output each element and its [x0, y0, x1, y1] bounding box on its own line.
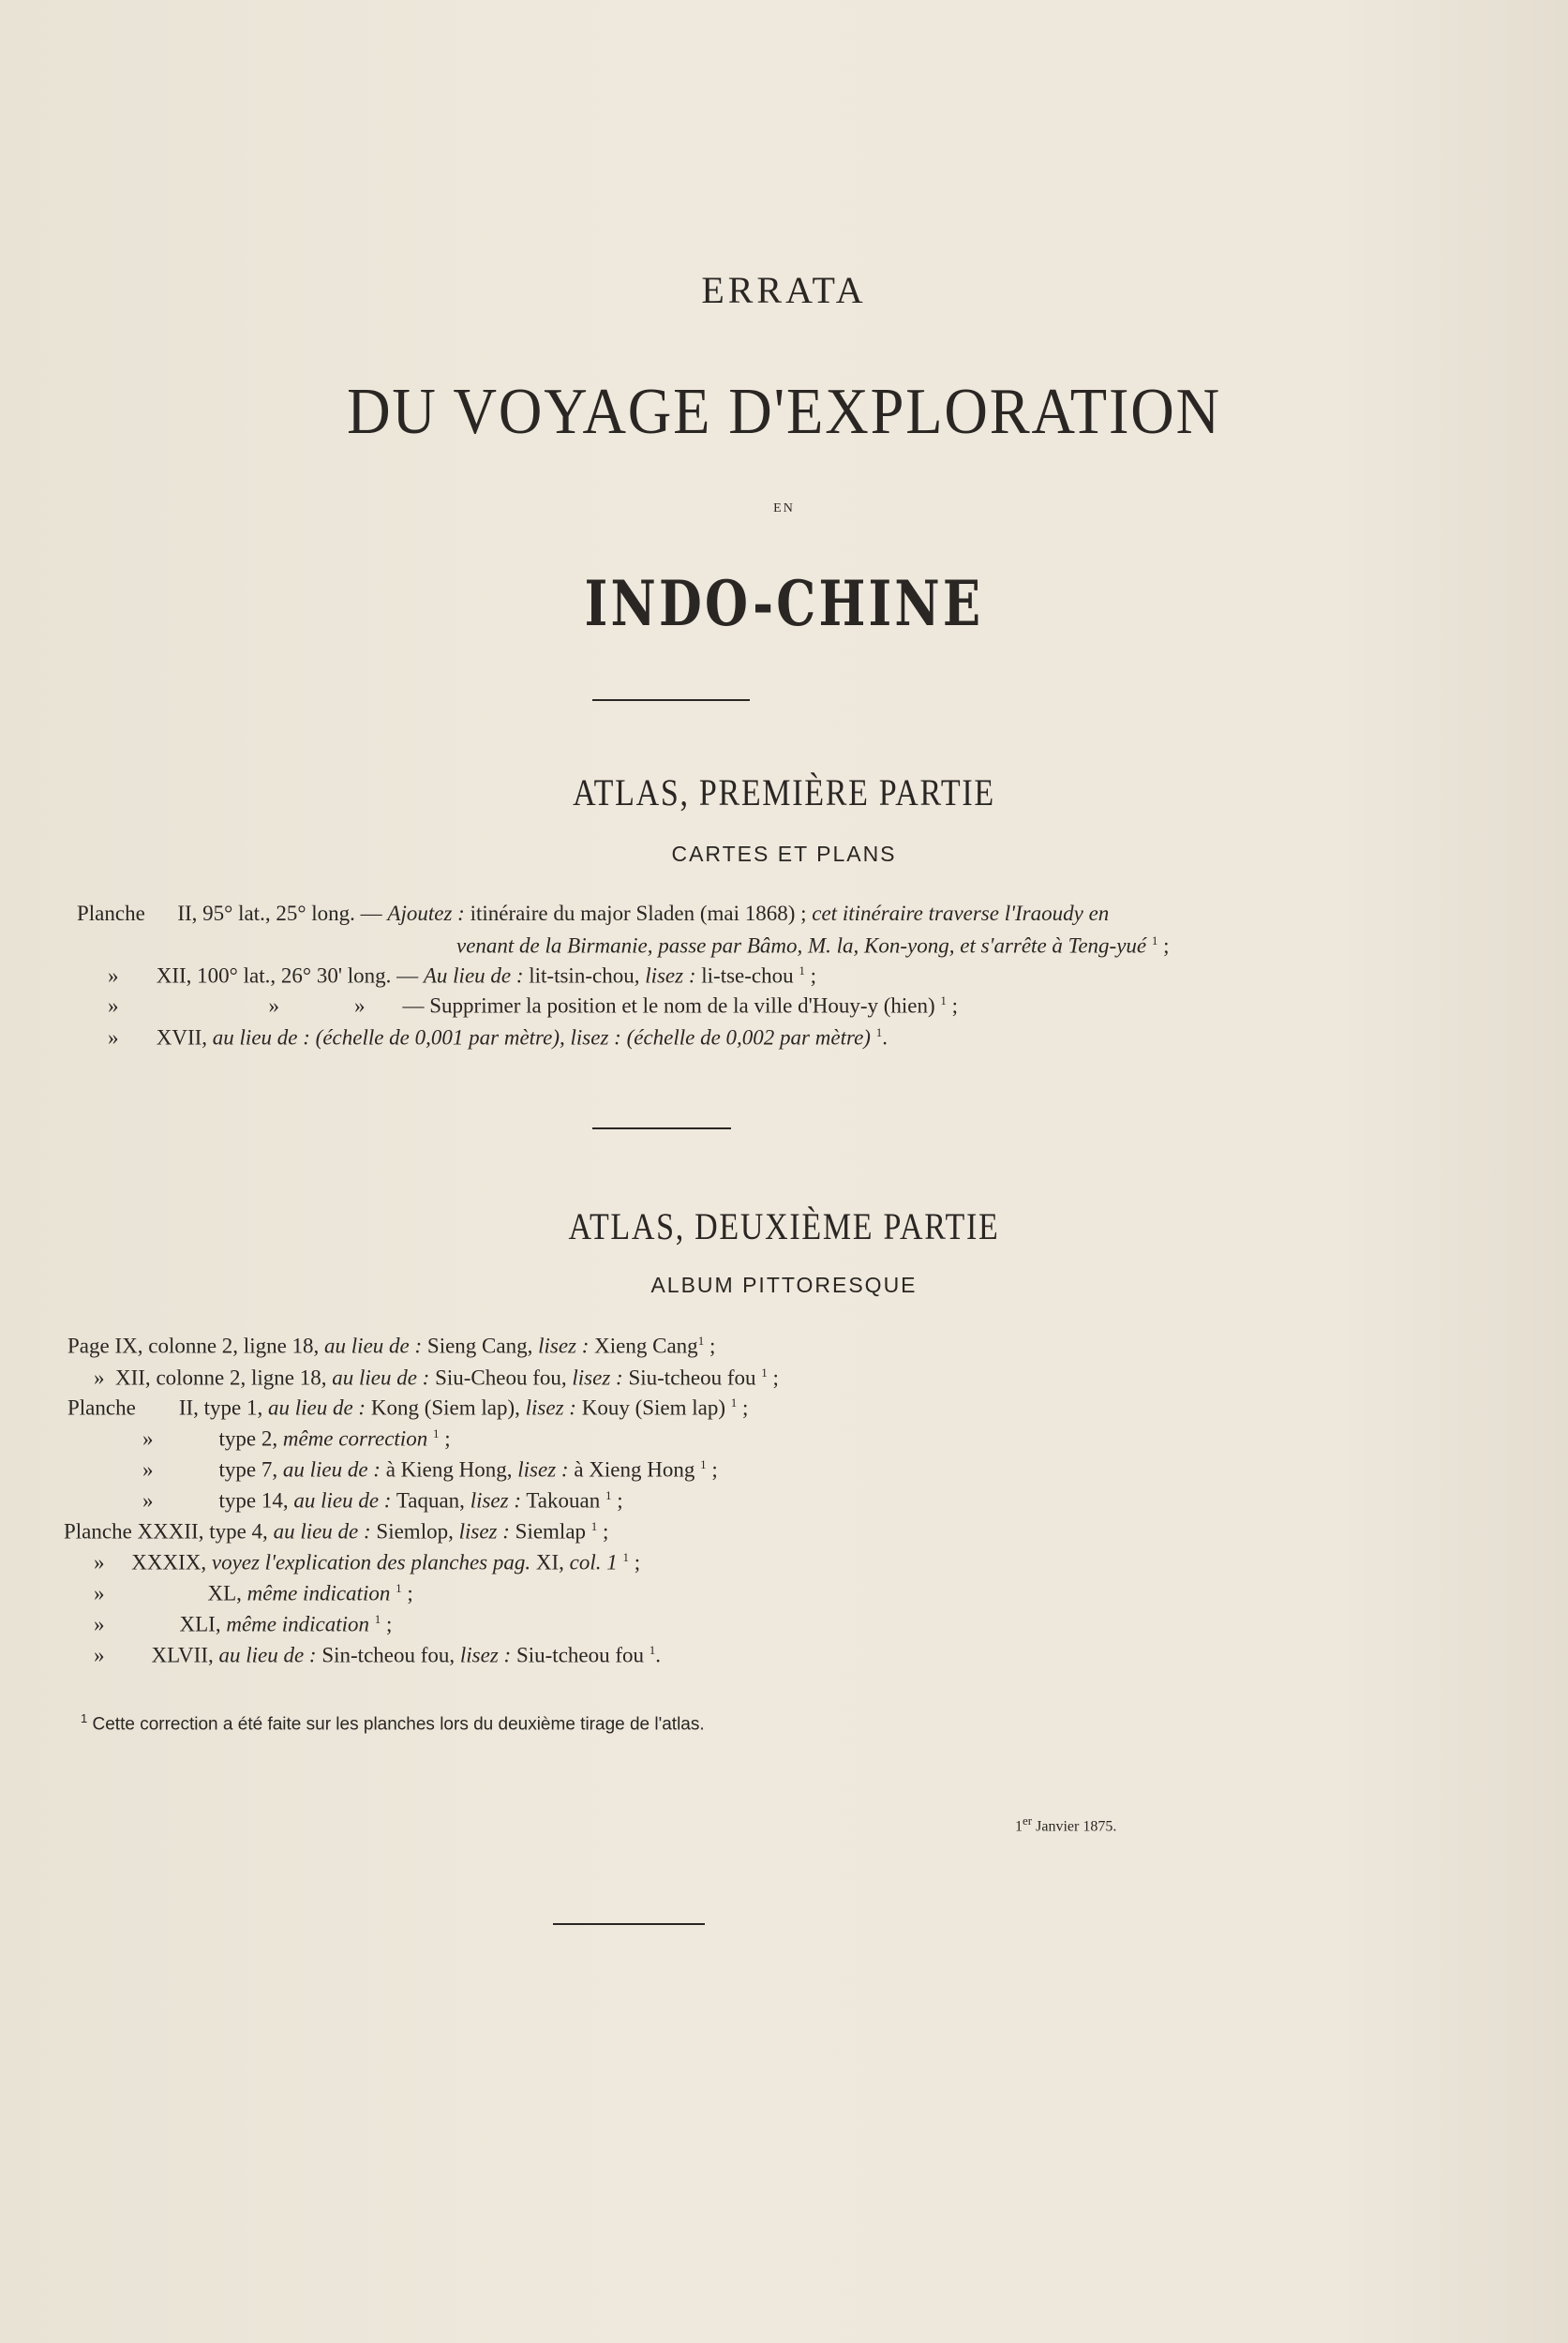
errata-line: » type 14, au lieu de : Taquan, lisez : Takouan $^1$ ;: [142, 1488, 623, 1513]
errata-line: » XII, colonne 2, ligne 18, au lieu de : Siu-Cheou fou, lisez : Siu-tcheou fou $^1$ ;: [94, 1366, 779, 1390]
errata-line: » XLVII, au lieu de : Sin-tcheou fou, lisez : Siu-tcheou fou $^1$.: [94, 1643, 662, 1667]
errata-heading: ERRATA: [701, 269, 867, 311]
errata-line: » type 2, même correction $^1$ ;: [142, 1426, 451, 1451]
errata-line: Planche II, type 1, au lieu de : Kong (Siem lap), lisez : Kouy (Siem lap) $^1$ ;: [67, 1395, 749, 1420]
errata-line: Page IX, colonne 2, ligne 18, au lieu de : Sieng Cang, lisez : Xieng Cang$^1$ ;: [67, 1334, 716, 1358]
closing-rule: [553, 1923, 705, 1925]
footnote: $^1$ Cette correction a été faite sur les planches lors du deuxième tirage de l'atlas.: [81, 1711, 705, 1735]
section-rule: [592, 1127, 731, 1129]
region-title: INDO-CHINE: [584, 567, 984, 640]
errata-line: Planche XXXII, type 4, au lieu de : Siemlop, lisez : Siemlap $^1$ ;: [64, 1519, 609, 1544]
errata-line: » XII, 100° lat., 26° 30' long. — Au lieu de : lit-tsin-chou, lisez : li-tse-chou $^1$ ;: [108, 963, 817, 988]
part2-title: ATLAS, DEUXIÈME PARTIE: [568, 1205, 1000, 1247]
errata-line: » type 7, au lieu de : à Kieng Hong, lisez : à Xieng Hong $^1$ ;: [142, 1457, 718, 1482]
errata-line: » XXXIX, voyez l'explication des planches pag. XI, col. 1 $^1$ ;: [94, 1550, 641, 1574]
title-rule: [592, 699, 750, 701]
errata-line: Planche II, 95° lat., 25° long. — Ajoutez : itinéraire du major Sladen (mai 1868) ; cet itinéraire traverse l'Iraoudy en: [77, 902, 1110, 925]
errata-line: venant de la Birmanie, passe par Bâmo, M. la, Kon-yong, et s'arrête à Teng-yué $^1$ ;: [456, 933, 1170, 958]
part2-subtitle: ALBUM PITTORESQUE: [650, 1273, 918, 1297]
title-connector: EN: [773, 501, 795, 515]
errata-line: » XL, même indication $^1$ ;: [94, 1581, 413, 1605]
main-title: DU VOYAGE D'EXPLORATION: [347, 376, 1221, 448]
part1-subtitle: CARTES ET PLANS: [671, 842, 897, 866]
errata-line: » XLI, même indication $^1$ ;: [94, 1612, 393, 1636]
publication-date: 1er Janvier 1875.: [1015, 1813, 1117, 1835]
part1-title: ATLAS, PREMIÈRE PARTIE: [573, 771, 995, 813]
errata-line: » » » — Supprimer la position et le nom de la ville d'Houy-y (hien) $^1$ ;: [108, 993, 959, 1018]
errata-line: » XVII, au lieu de : (échelle de 0,001 par mètre), lisez : (échelle de 0,002 par mètre) $^1$.: [108, 1025, 888, 1050]
